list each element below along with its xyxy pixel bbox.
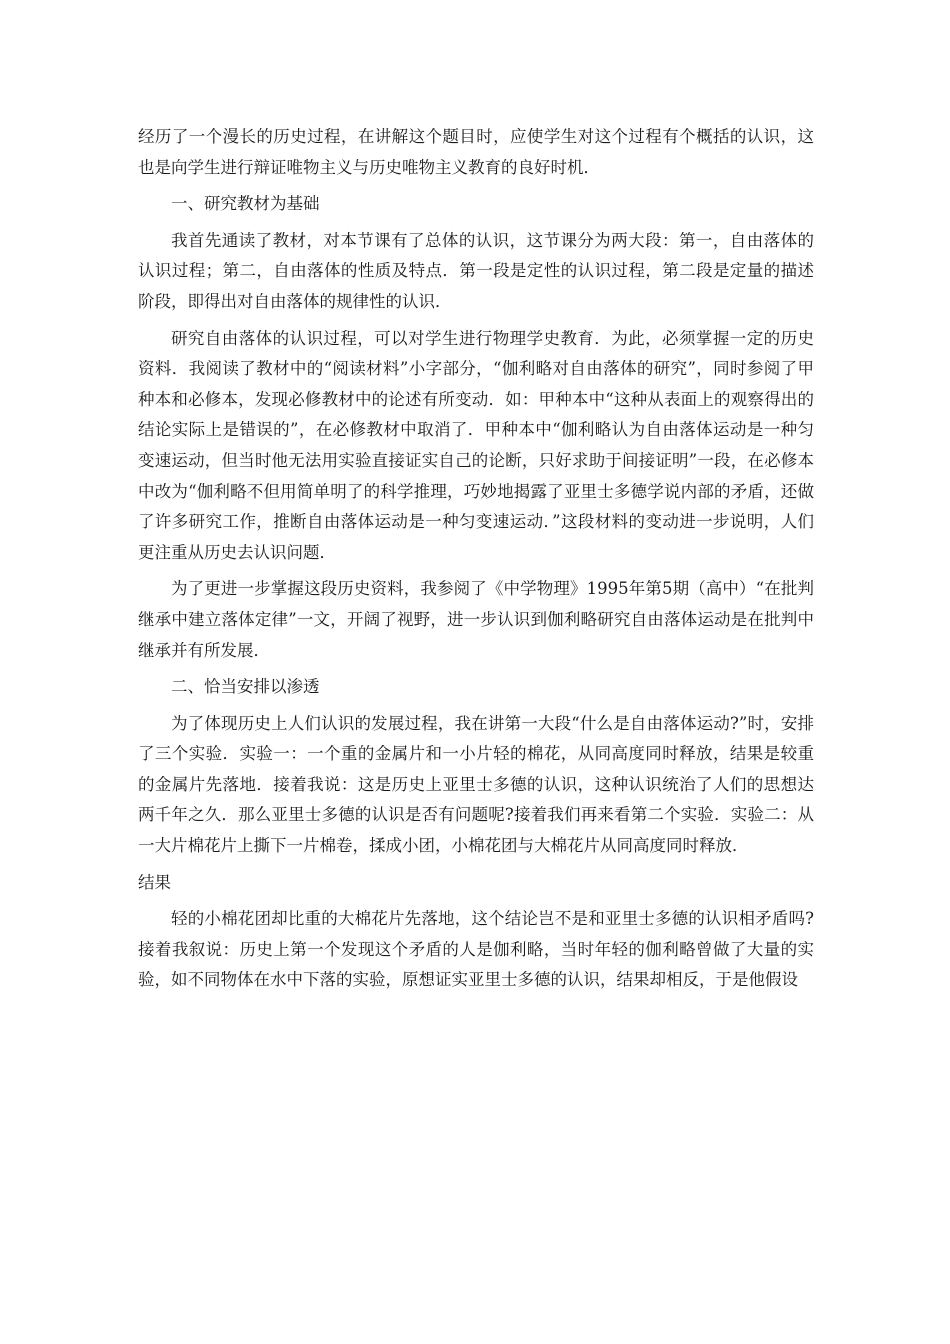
paragraph-intro-continued: 经历了一个漫长的历史过程，在讲解这个题目时，应使学生对这个过程有个概括的认识，这也是向学生进行辩证唯物主义与历史唯物主义教育的良好时机．	[138, 127, 814, 177]
paragraph-further-reading: 为了更进一步掌握这段历史资料，我参阅了《中学物理》1995年第5期（高中）“在批判继承中建立落体定律”一文，开阔了视野，进一步认识到伽利略研究自由落体运动是在批判中继承并有所发展．	[138, 579, 814, 660]
section-heading-1: 一、研究教材为基础	[171, 194, 320, 214]
paragraph-experiments: 为了体现历史上人们认识的发展过程，我在讲第一大段“什么是自由落体运动?”时，安排了三个实验．实验一：一个重的金属片和一小片轻的棉花，从同高度同时释放，结果是较重的金属片先落地．接着我说：这是历史上亚里士多德的认识，这种认识统治了人们的思想达两千年之久．那么亚里士多德的认识是否有问题呢?接着我们再来看第二个实验．实验二：从一大片棉花片上撕下一片棉卷，揉成小团，小棉花团与大棉花片从同高度同时释放．	[138, 713, 814, 856]
paragraph-galileo-discovery: 轻的小棉花团却比重的大棉花片先落地，这个结论岂不是和亚里士多德的认识相矛盾吗?接着我叙说：历史上第一个发现这个矛盾的人是伽利略，当时年轻的伽利略曾做了大量的实验，如不同物体在水中下落的实验，原想证实亚里士多德的认识，结果却相反，于是他假设	[138, 909, 814, 990]
paragraph-history-materials: 研究自由落体的认识过程，可以对学生进行物理学史教育．为此，必须掌握一定的历史资料．我阅读了教材中的“阅读材料”小字部分，“伽利略对自由落体的研究”，同时参阅了甲种本和必修本，发现必修教材中的论述有所变动．如：甲种本中“这种从表面上的观察得出的结论实际上是错误的”，在必修教材中取消了．甲种本中“伽利略认为自由落体运动是一种匀变速运动，但当时他无法用实验直接证实自己的论断，只好求助于间接证明”一段，在必修本中改为“伽利略不但用简单明了的科学推理，巧妙地揭露了亚里士多德学说内部的矛盾，还做了许多研究工作，推断自由落体运动是一种匀变速运动．”这段材料的变动进一步说明，人们更注重从历史去认识问题．	[138, 328, 814, 562]
paragraph-textbook-overview: 我首先通读了教材，对本节课有了总体的认识，这节课分为两大段：第一，自由落体的认识过程；第二，自由落体的性质及特点．第一段是定性的认识过程，第二段是定量的描述阶段，即得出对自由落体的规律性的认识．	[138, 230, 814, 311]
document-body	[138, 122, 814, 1002]
paragraph-result-label: 结果	[138, 872, 171, 892]
section-heading-2: 二、恰当安排以渗透	[171, 677, 320, 697]
